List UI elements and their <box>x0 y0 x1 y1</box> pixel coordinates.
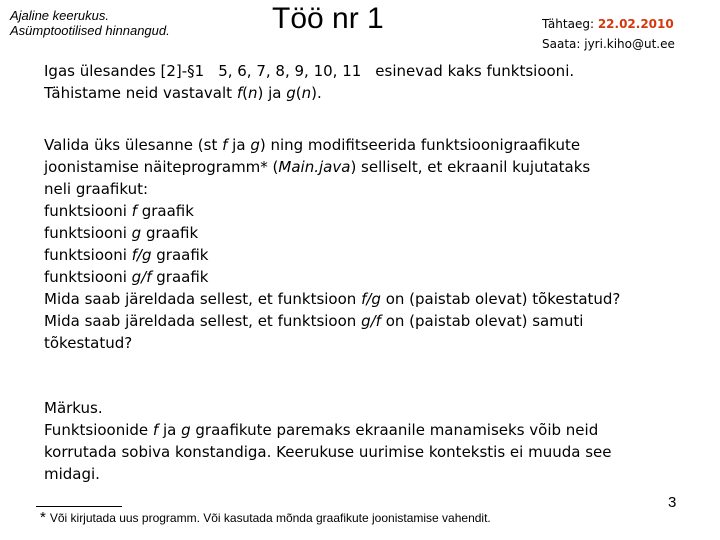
footnote-mark: * <box>40 509 46 526</box>
task-line: neli graafikut: <box>44 180 149 198</box>
deadline-value: 22.02.2010 <box>597 17 674 31</box>
paren: ( <box>295 84 302 102</box>
question-2-end: tõkestatud? <box>44 334 133 352</box>
function-f: f <box>222 136 228 154</box>
function-f: f <box>236 84 243 102</box>
graph-item-f-over-g <box>44 244 620 266</box>
question-2 <box>44 310 620 332</box>
task-text: Mida saab järeldada sellest, et funktsioon <box>44 290 362 308</box>
task-text: funktsiooni <box>44 202 132 220</box>
slide-title: Töö nr 1 <box>272 2 384 35</box>
paren: ( <box>242 84 248 102</box>
send-label: Saata: <box>542 37 585 51</box>
task-text: graafik <box>151 268 209 286</box>
intro-line-1 <box>44 60 574 82</box>
course-subtitle <box>10 8 170 38</box>
deadline-label: Tähtaeg: <box>542 17 598 31</box>
task-line <box>44 134 620 156</box>
function-f: f <box>152 421 159 439</box>
intro-line-2-text: ). <box>311 84 322 102</box>
task-line <box>44 156 620 178</box>
filename: Main.java <box>278 158 351 176</box>
function-g-over-f: g/f <box>361 312 381 330</box>
task-text: graafik <box>136 202 194 220</box>
footnote-text: Või kirjutada uus programm. Või kasutada mõnda graafikute joonistamise vahendit. <box>49 511 491 525</box>
note-text: graafikute paremaks ekraanile manamiseks võib neid <box>190 421 599 439</box>
note-heading: Märkus. <box>44 399 103 417</box>
intro-task-numbers: 5, 6, 7, 8, 9, 10, 11 <box>218 62 362 80</box>
deadline-line <box>542 14 675 34</box>
intro-line-2-text: ) ja <box>257 84 287 102</box>
task-text: joonistamise näiteprogramm* ( <box>44 158 279 176</box>
function-f-over-g: f/g <box>131 246 152 264</box>
intro-paragraph <box>44 60 574 104</box>
intro-line-2-text: Tähistame neid vastavalt <box>44 84 237 102</box>
assignment-meta <box>542 14 675 54</box>
graph-item-f <box>44 200 620 222</box>
task-text: ) selliselt, et ekraanil kujutataks <box>350 158 591 176</box>
task-text: ja <box>227 136 251 154</box>
note-text: ja <box>158 421 182 439</box>
task-text: Mida saab järeldada sellest, et funktsioon <box>44 312 362 330</box>
course-line-2: Asümptootilised hinnangud. <box>10 23 170 38</box>
function-f: f <box>131 202 137 220</box>
task-paragraph <box>44 134 620 354</box>
intro-reference: Igas ülesandes [2]-§1 <box>44 62 205 80</box>
footnote-divider <box>36 506 122 507</box>
course-line-1: Ajaline keerukus. <box>10 8 109 23</box>
task-text: on (paistab olevat) tõkestatud? <box>380 290 621 308</box>
variable-n: n <box>301 84 312 102</box>
note-line: korrutada sobiva konstandiga. Keerukuse uurimise kontekstis ei muuda see <box>44 443 612 461</box>
intro-line-2 <box>44 82 574 104</box>
function-g: g <box>181 421 191 439</box>
note-text: Funktsioonide <box>44 421 153 439</box>
footnote <box>40 509 491 526</box>
task-text: funktsiooni <box>44 246 132 264</box>
function-g: g <box>250 136 260 154</box>
note-line: midagi. <box>44 465 100 483</box>
send-line <box>542 34 675 54</box>
task-text: graafik <box>141 224 199 242</box>
function-g-over-f: g/f <box>131 268 152 286</box>
page-number: 3 <box>668 494 677 511</box>
variable-n: n <box>247 84 258 102</box>
task-text: Valida üks ülesanne (st <box>44 136 223 154</box>
intro-text: esinevad kaks funktsiooni. <box>375 62 575 80</box>
task-text: ) ning modifitseerida funktsioonigraafikute <box>259 136 581 154</box>
task-text: funktsiooni <box>44 224 132 242</box>
graph-item-g <box>44 222 620 244</box>
note-paragraph <box>44 397 611 485</box>
note-line <box>44 419 611 441</box>
task-text: funktsiooni <box>44 268 132 286</box>
graph-item-g-over-f <box>44 266 620 288</box>
function-g: g <box>131 224 142 242</box>
function-f-over-g: f/g <box>361 290 381 308</box>
send-email: jyri.kiho@ut.ee <box>584 37 675 51</box>
question-1 <box>44 288 620 310</box>
task-text: on (paistab olevat) samuti <box>380 312 584 330</box>
task-text: graafik <box>151 246 209 264</box>
function-g: g <box>286 84 296 102</box>
